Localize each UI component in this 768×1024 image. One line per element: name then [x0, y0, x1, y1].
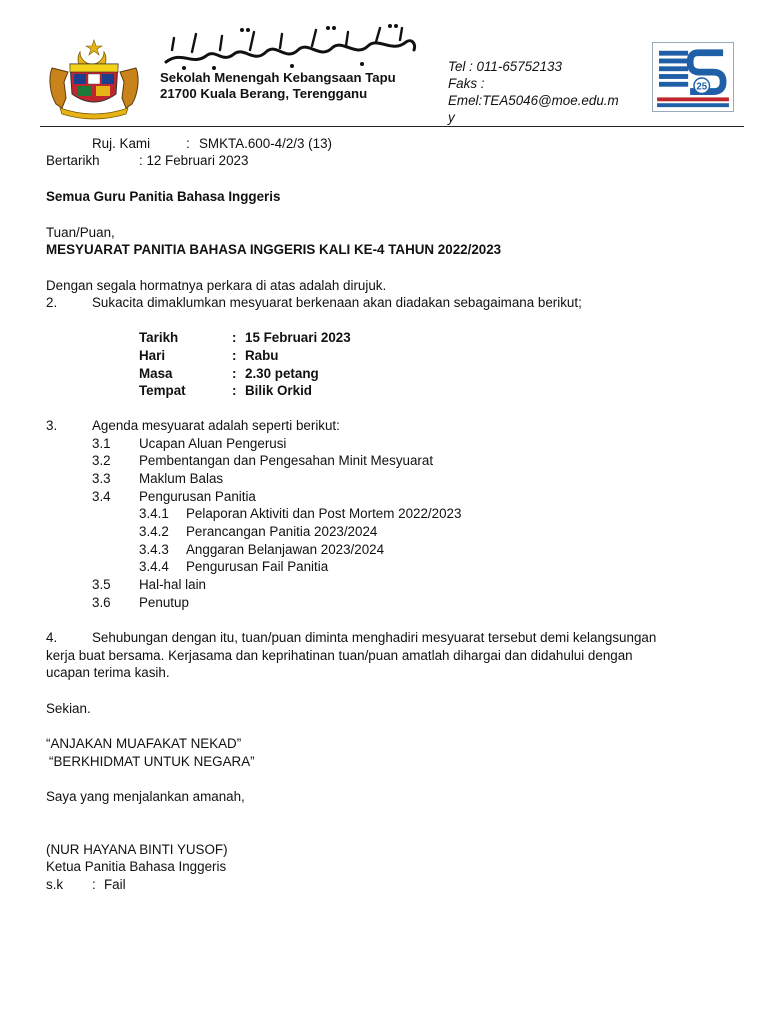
agenda-number: 3.3 [92, 471, 111, 486]
motto-1: “ANJAKAN MUAFAKAT NEKAD” [46, 736, 242, 751]
malaysia-crest-logo [46, 38, 142, 120]
school-name: Sekolah Menengah Kebangsaan Tapu [160, 70, 396, 85]
agenda-item: Penutup [139, 595, 189, 610]
school-fax: Faks : [448, 76, 485, 91]
agenda-item: Pengurusan Panitia [139, 489, 256, 504]
school-address: 21700 Kuala Berang, Terengganu [160, 86, 368, 101]
detail-value: Rabu [245, 348, 279, 363]
agenda-number: 3.4 [92, 489, 111, 504]
school-email: Emel:TEA5046@moe.edu.m [448, 93, 619, 108]
detail-separator: : [232, 330, 237, 345]
paragraph-4-number: 4. [46, 630, 58, 645]
agenda-number: 3.6 [92, 595, 111, 610]
paragraph-2-text: Sukacita dimaklumkan mesyuarat berkenaan akan diadakan sebagaimana berikut; [92, 295, 582, 310]
subagenda-item: Pelaporan Aktiviti dan Post Mortem 2022/2023 [186, 506, 462, 521]
paragraph-3-text: Agenda mesyuarat adalah seperti berikut: [92, 418, 340, 433]
sk-separator: : [92, 877, 96, 892]
paragraph-4-line3: ucapan terima kasih. [46, 665, 170, 680]
subagenda-item: Pengurusan Fail Panitia [186, 559, 329, 574]
signatory-name: (NUR HAYANA BINTI YUSOF) [46, 842, 228, 857]
detail-separator: : [232, 348, 237, 363]
paragraph-4-line2: kerja buat bersama. Kerjasama dan keprihatinan tuan/puan amatlah dihargai dan didahului dengan [46, 648, 633, 663]
paragraph-3-number: 3. [46, 418, 58, 433]
sk-label: s.k [46, 877, 64, 892]
subagenda-number: 3.4.3 [139, 542, 169, 557]
amanah-line: Saya yang menjalankan amanah, [46, 789, 245, 804]
ref-value: SMKTA.600-4/2/3 (13) [199, 136, 332, 151]
paragraph-4-line1: Sehubungan dengan itu, tuan/puan diminta menghadiri mesyuarat tersebut demi kelangsungan [92, 630, 657, 645]
closing: Sekian. [46, 701, 91, 716]
school-email-wrap: y [448, 110, 455, 125]
sk-value: Fail [104, 877, 126, 892]
date-value: : 12 Februari 2023 [139, 153, 249, 168]
ref-separator: : [186, 136, 190, 151]
detail-label: Tarikh [139, 330, 179, 345]
agenda-item: Pembentangan dan Pengesahan Minit Mesyuarat [139, 453, 434, 468]
agenda-number: 3.2 [92, 453, 111, 468]
agenda-item: Hal-hal lain [139, 577, 206, 592]
subagenda-item: Perancangan Panitia 2023/2024 [186, 524, 378, 539]
subagenda-item: Anggaran Belanjawan 2023/2024 [186, 542, 385, 557]
school-tel: Tel : 011-65752133 [448, 59, 562, 74]
detail-label: Hari [139, 348, 166, 363]
ref-label: Ruj. Kami [92, 136, 151, 151]
jawi-school-name-logo [162, 20, 418, 72]
detail-value: Bilik Orkid [245, 383, 312, 398]
detail-value: 15 Februari 2023 [245, 330, 351, 345]
logo-25-label: 25 [696, 81, 708, 93]
letterhead-divider [40, 126, 744, 127]
subagenda-number: 3.4.4 [139, 559, 169, 574]
agenda-item: Ucapan Aluan Pengerusi [139, 436, 287, 451]
anniversary-25-logo [652, 42, 734, 112]
letter-subject: MESYUARAT PANITIA BAHASA INGGERIS KALI KE-4 TAHUN 2022/2023 [46, 242, 502, 257]
recipient: Semua Guru Panitia Bahasa Inggeris [46, 189, 281, 204]
detail-separator: : [232, 366, 237, 381]
salutation: Tuan/Puan, [46, 225, 115, 240]
detail-label: Tempat [139, 383, 186, 398]
signatory-title: Ketua Panitia Bahasa Inggeris [46, 859, 227, 874]
subagenda-number: 3.4.2 [139, 524, 169, 539]
paragraph-2-number: 2. [46, 295, 58, 310]
date-label: Bertarikh [46, 153, 100, 168]
motto-2: “BERKHIDMAT UNTUK NEGARA” [49, 754, 255, 769]
agenda-number: 3.5 [92, 577, 111, 592]
paragraph-1: Dengan segala hormatnya perkara di atas adalah dirujuk. [46, 278, 387, 293]
agenda-item: Maklum Balas [139, 471, 224, 486]
detail-value: 2.30 petang [245, 366, 319, 381]
detail-separator: : [232, 383, 237, 398]
subagenda-number: 3.4.1 [139, 506, 169, 521]
detail-label: Masa [139, 366, 173, 381]
agenda-number: 3.1 [92, 436, 111, 451]
